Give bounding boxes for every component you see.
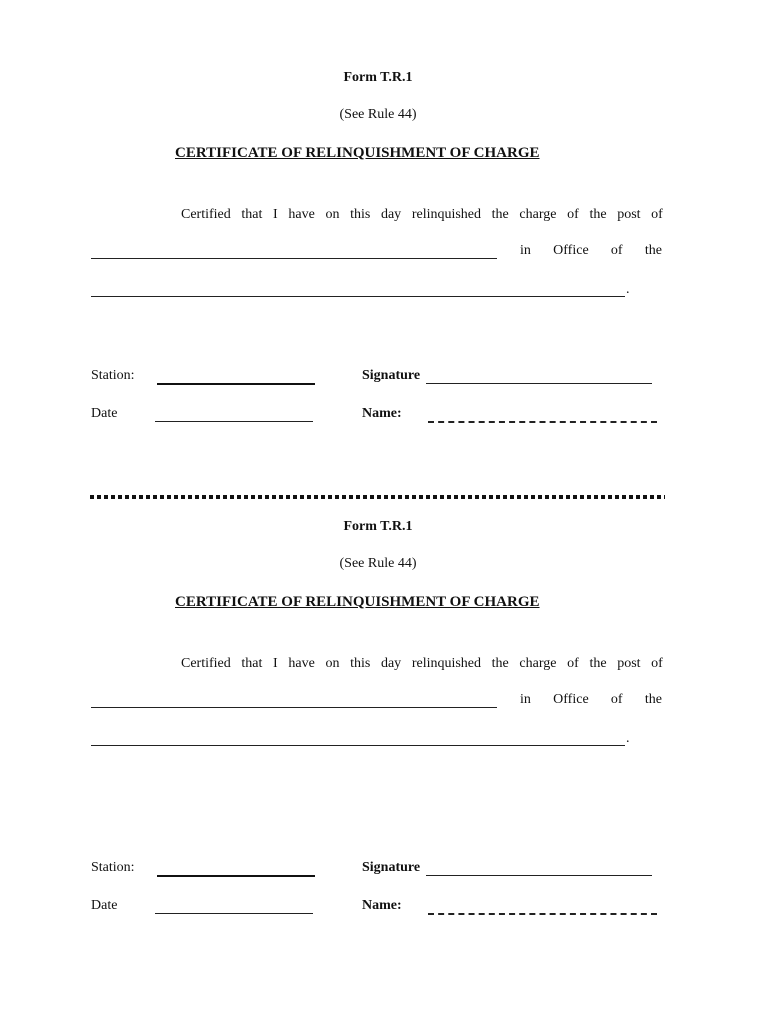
statement-word: have (288, 207, 315, 222)
statement-word: of (567, 656, 579, 671)
statement-word: on (325, 207, 340, 222)
statement-word: of (567, 207, 579, 222)
statement-word: the (491, 207, 509, 222)
statement-word: in (520, 243, 531, 258)
statement-word: Certified (181, 207, 231, 222)
period: . (626, 282, 630, 297)
signature-field[interactable] (426, 875, 652, 876)
form-title: Form T.R.1 (343, 70, 413, 85)
signature-label: Signature (362, 368, 421, 383)
statement-word: I (273, 207, 278, 222)
station-label: Station: (91, 368, 135, 383)
statement-word: I (273, 656, 278, 671)
statement-word: Certified (181, 656, 231, 671)
certificate-heading: CERTIFICATE OF RELINQUISHMENT OF CHARGE (175, 594, 540, 610)
statement-word: the (644, 692, 662, 707)
statement-word: relinquished (411, 207, 482, 222)
certificate-heading: CERTIFICATE OF RELINQUISHMENT OF CHARGE (175, 145, 540, 161)
statement-word: that (241, 207, 263, 222)
period: . (626, 731, 630, 746)
rule-reference: (See Rule 44) (339, 556, 417, 571)
statement-word: of (610, 692, 623, 707)
statement-word: day (380, 656, 402, 671)
office-blank-field[interactable] (91, 745, 625, 746)
date-field[interactable] (155, 421, 313, 422)
name-label: Name: (362, 406, 402, 421)
statement-word: the (589, 656, 607, 671)
statement-word: relinquished (411, 656, 482, 671)
statement-word: day (380, 207, 402, 222)
statement-word: of (651, 656, 663, 671)
statement-word: this (350, 207, 371, 222)
statement-word: Office (553, 243, 589, 258)
statement-word: charge (519, 656, 557, 671)
certified-statement (181, 656, 663, 672)
office-statement (520, 692, 662, 708)
statement-word: the (644, 243, 662, 258)
station-label: Station: (91, 860, 135, 875)
statement-word: Office (553, 692, 589, 707)
name-label: Name: (362, 898, 402, 913)
statement-word: the (491, 656, 509, 671)
statement-word: the (589, 207, 607, 222)
statement-word: post (617, 207, 641, 222)
date-label: Date (91, 898, 118, 913)
office-statement (520, 243, 662, 259)
statement-word: this (350, 656, 371, 671)
statement-word: post (617, 656, 641, 671)
cut-line-separator (90, 495, 665, 499)
statement-word: charge (519, 207, 557, 222)
statement-word: that (241, 656, 263, 671)
certified-statement (181, 207, 663, 223)
post-blank-field[interactable] (91, 258, 497, 259)
post-blank-field[interactable] (91, 707, 497, 708)
office-blank-field[interactable] (91, 296, 625, 297)
signature-label: Signature (362, 860, 421, 875)
statement-word: in (520, 692, 531, 707)
date-label: Date (91, 406, 118, 421)
statement-word: of (610, 243, 623, 258)
station-field[interactable] (157, 383, 315, 385)
signature-field[interactable] (426, 383, 652, 384)
statement-word: of (651, 207, 663, 222)
name-field[interactable] (428, 913, 657, 915)
station-field[interactable] (157, 875, 315, 877)
statement-word: on (325, 656, 340, 671)
rule-reference: (See Rule 44) (339, 107, 417, 122)
statement-word: have (288, 656, 315, 671)
name-field[interactable] (428, 421, 657, 423)
form-title: Form T.R.1 (343, 519, 413, 534)
date-field[interactable] (155, 913, 313, 914)
